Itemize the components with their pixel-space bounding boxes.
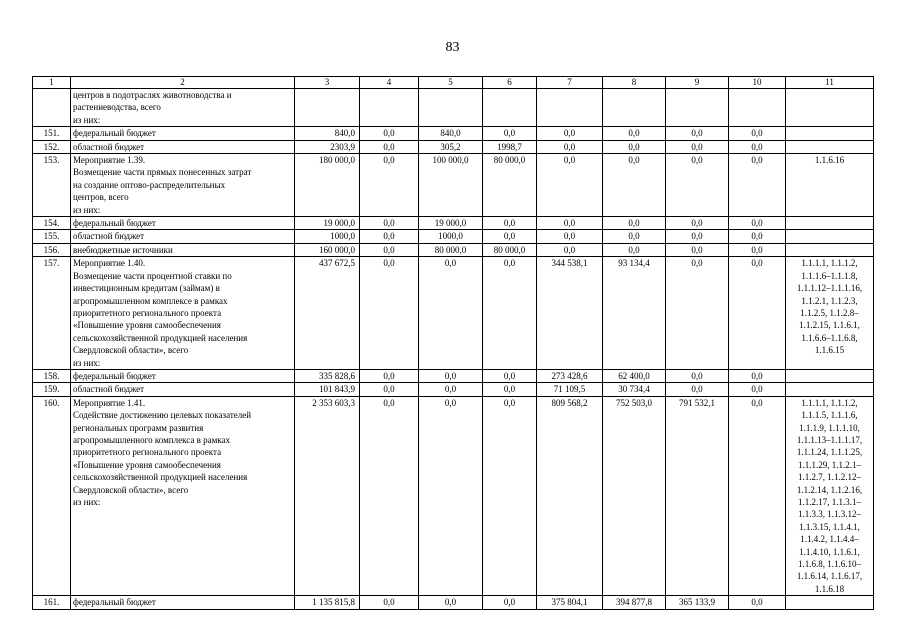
row-name: федеральный бюджет bbox=[71, 596, 295, 609]
value-col6: 0,0 bbox=[483, 596, 537, 609]
column-header: 8 bbox=[603, 77, 666, 89]
value-col3: 437 672,5 bbox=[295, 257, 360, 370]
value-col8: 0,0 bbox=[603, 243, 666, 256]
value-col5: 1000,0 bbox=[419, 230, 483, 243]
value-col3: 180 000,0 bbox=[295, 154, 360, 217]
target-codes bbox=[786, 140, 874, 153]
row-number: 157. bbox=[33, 257, 71, 370]
value-col10 bbox=[729, 89, 786, 127]
value-col7: 71 109,5 bbox=[537, 383, 603, 396]
table-row bbox=[33, 257, 874, 370]
target-codes bbox=[786, 217, 874, 230]
value-col8: 30 734,4 bbox=[603, 383, 666, 396]
value-col8: 752 503,0 bbox=[603, 396, 666, 596]
value-col7 bbox=[537, 89, 603, 127]
value-col5: 0,0 bbox=[419, 257, 483, 370]
value-col8: 0,0 bbox=[603, 154, 666, 217]
value-col4 bbox=[360, 89, 419, 127]
value-col4: 0,0 bbox=[360, 596, 419, 609]
table-row bbox=[33, 383, 874, 396]
value-col3: 335 828,6 bbox=[295, 369, 360, 382]
row-name: федеральный бюджет bbox=[71, 127, 295, 140]
value-col10: 0,0 bbox=[729, 217, 786, 230]
value-col8: 0,0 bbox=[603, 127, 666, 140]
row-name: областной бюджет bbox=[71, 140, 295, 153]
value-col6: 0,0 bbox=[483, 396, 537, 596]
column-header: 9 bbox=[666, 77, 729, 89]
value-col9: 365 133,9 bbox=[666, 596, 729, 609]
value-col3: 160 000,0 bbox=[295, 243, 360, 256]
row-name: Мероприятие 1.41. Содействие достижению целевых показателей региональных программ развития агропромышленного комплекса в рамках приоритетного регионального проекта «Повышение уровня самообеспечения сельскохозяйственной продукцией населения Свердловской области», всего из них: bbox=[71, 396, 295, 596]
column-header: 2 bbox=[71, 77, 295, 89]
row-number: 156. bbox=[33, 243, 71, 256]
target-codes bbox=[786, 89, 874, 127]
value-col4: 0,0 bbox=[360, 230, 419, 243]
row-name: внебюджетные источники bbox=[71, 243, 295, 256]
value-col7: 0,0 bbox=[537, 243, 603, 256]
value-col9: 0,0 bbox=[666, 243, 729, 256]
table-row bbox=[33, 89, 874, 127]
value-col7: 0,0 bbox=[537, 230, 603, 243]
value-col7: 375 804,1 bbox=[537, 596, 603, 609]
row-name: федеральный бюджет bbox=[71, 217, 295, 230]
value-col4: 0,0 bbox=[360, 383, 419, 396]
value-col5: 0,0 bbox=[419, 369, 483, 382]
value-col3: 2303,9 bbox=[295, 140, 360, 153]
value-col7: 0,0 bbox=[537, 140, 603, 153]
row-number: 155. bbox=[33, 230, 71, 243]
row-number: 160. bbox=[33, 396, 71, 596]
column-header: 5 bbox=[419, 77, 483, 89]
value-col9: 0,0 bbox=[666, 369, 729, 382]
value-col6: 0,0 bbox=[483, 230, 537, 243]
value-col6: 0,0 bbox=[483, 257, 537, 370]
value-col10: 0,0 bbox=[729, 243, 786, 256]
value-col4: 0,0 bbox=[360, 257, 419, 370]
value-col5: 305,2 bbox=[419, 140, 483, 153]
table-row bbox=[33, 230, 874, 243]
value-col3: 1000,0 bbox=[295, 230, 360, 243]
target-codes bbox=[786, 596, 874, 609]
table-row bbox=[33, 396, 874, 596]
value-col9: 0,0 bbox=[666, 140, 729, 153]
value-col10: 0,0 bbox=[729, 369, 786, 382]
value-col3: 1 135 815,8 bbox=[295, 596, 360, 609]
row-number: 153. bbox=[33, 154, 71, 217]
value-col9: 0,0 bbox=[666, 217, 729, 230]
value-col8: 62 400,0 bbox=[603, 369, 666, 382]
column-header: 4 bbox=[360, 77, 419, 89]
value-col7: 809 568,2 bbox=[537, 396, 603, 596]
value-col4: 0,0 bbox=[360, 217, 419, 230]
row-number: 161. bbox=[33, 596, 71, 609]
table-row bbox=[33, 369, 874, 382]
value-col5: 0,0 bbox=[419, 383, 483, 396]
value-col3: 101 843,9 bbox=[295, 383, 360, 396]
value-col6: 1998,7 bbox=[483, 140, 537, 153]
value-col7: 344 538,1 bbox=[537, 257, 603, 370]
value-col7: 273 428,6 bbox=[537, 369, 603, 382]
value-col4: 0,0 bbox=[360, 396, 419, 596]
value-col9: 791 532,1 bbox=[666, 396, 729, 596]
value-col8 bbox=[603, 89, 666, 127]
value-col9: 0,0 bbox=[666, 383, 729, 396]
row-number: 159. bbox=[33, 383, 71, 396]
value-col6: 0,0 bbox=[483, 369, 537, 382]
value-col4: 0,0 bbox=[360, 140, 419, 153]
row-number: 154. bbox=[33, 217, 71, 230]
value-col8: 0,0 bbox=[603, 217, 666, 230]
row-name: областной бюджет bbox=[71, 383, 295, 396]
value-col10: 0,0 bbox=[729, 396, 786, 596]
column-header: 7 bbox=[537, 77, 603, 89]
value-col8: 394 877,8 bbox=[603, 596, 666, 609]
value-col5: 0,0 bbox=[419, 396, 483, 596]
value-col10: 0,0 bbox=[729, 230, 786, 243]
row-name: Мероприятие 1.40. Возмещение части процентной ставки по инвестиционным кредитам (займам) в агропромышленном комплексе в рамках приоритетного регионального проекта «Повышение уровня самообеспечения сельскохозяйственной продукцией населения Свердловской области», всего из них: bbox=[71, 257, 295, 370]
value-col4: 0,0 bbox=[360, 154, 419, 217]
value-col9: 0,0 bbox=[666, 230, 729, 243]
table-row bbox=[33, 140, 874, 153]
column-header: 10 bbox=[729, 77, 786, 89]
value-col4: 0,0 bbox=[360, 243, 419, 256]
target-codes bbox=[786, 243, 874, 256]
value-col5: 80 000,0 bbox=[419, 243, 483, 256]
value-col7: 0,0 bbox=[537, 154, 603, 217]
target-codes: 1.1.1.1, 1.1.1.2, 1.1.1.6–1.1.1.8, 1.1.1.12–1.1.1.16, 1.1.2.1, 1.1.2.3, 1.1.2.5, 1.1.2.8– 1.1.2.15, 1.1.6.1, 1.1.6.6–1.1.6.8, 1.1.6.15 bbox=[786, 257, 874, 370]
value-col9: 0,0 bbox=[666, 127, 729, 140]
target-codes: 1.1.1.1, 1.1.1.2, 1.1.1.5, 1.1.1.6, 1.1.1.9, 1.1.1.10, 1.1.1.13–1.1.1.17, 1.1.1.24, 1.1.1.25, 1.1.1.29, 1.1.2.1– 1.1.2.7, 1.1.2.12– 1.1.2.14, 1.1.2.16, 1.1.2.17, 1.1.3.1– 1.1.3.3, 1.1.3.12– 1.1.3.15, 1.1.4.1, 1.1.4.2, 1.1.4.4– 1.1.4.10, 1.1.6.1, 1.1.6.8, 1.1.6.10– 1.1.6.14, 1.1.6.17, 1.1.6.18 bbox=[786, 396, 874, 596]
value-col3 bbox=[295, 89, 360, 127]
value-col4: 0,0 bbox=[360, 127, 419, 140]
value-col5: 19 000,0 bbox=[419, 217, 483, 230]
table-row bbox=[33, 217, 874, 230]
value-col10: 0,0 bbox=[729, 596, 786, 609]
target-codes bbox=[786, 383, 874, 396]
target-codes bbox=[786, 369, 874, 382]
value-col4: 0,0 bbox=[360, 369, 419, 382]
target-codes: 1.1.6.16 bbox=[786, 154, 874, 217]
value-col10: 0,0 bbox=[729, 140, 786, 153]
value-col5: 0,0 bbox=[419, 596, 483, 609]
value-col10: 0,0 bbox=[729, 257, 786, 370]
value-col3: 19 000,0 bbox=[295, 217, 360, 230]
value-col3: 2 353 603,3 bbox=[295, 396, 360, 596]
table-row bbox=[33, 596, 874, 609]
value-col9: 0,0 bbox=[666, 154, 729, 217]
row-number bbox=[33, 89, 71, 127]
row-name: центров в подотраслях животноводства и растениеводства, всего из них: bbox=[71, 89, 295, 127]
column-header: 3 bbox=[295, 77, 360, 89]
value-col6 bbox=[483, 89, 537, 127]
row-name: Мероприятие 1.39. Возмещение части прямых понесенных затрат на создание оптово-распределительных центров, всего из них: bbox=[71, 154, 295, 217]
value-col6: 80 000,0 bbox=[483, 243, 537, 256]
row-number: 151. bbox=[33, 127, 71, 140]
value-col8: 0,0 bbox=[603, 230, 666, 243]
value-col6: 0,0 bbox=[483, 383, 537, 396]
value-col9: 0,0 bbox=[666, 257, 729, 370]
row-number: 152. bbox=[33, 140, 71, 153]
row-name: федеральный бюджет bbox=[71, 369, 295, 382]
value-col8: 0,0 bbox=[603, 140, 666, 153]
value-col10: 0,0 bbox=[729, 383, 786, 396]
budget-table bbox=[32, 76, 874, 610]
row-name: областной бюджет bbox=[71, 230, 295, 243]
value-col6: 80 000,0 bbox=[483, 154, 537, 217]
value-col6: 0,0 bbox=[483, 127, 537, 140]
page-number: 83 bbox=[445, 40, 460, 55]
table-row bbox=[33, 154, 874, 217]
value-col7: 0,0 bbox=[537, 217, 603, 230]
value-col7: 0,0 bbox=[537, 127, 603, 140]
value-col9 bbox=[666, 89, 729, 127]
column-header: 11 bbox=[786, 77, 874, 89]
value-col3: 840,0 bbox=[295, 127, 360, 140]
value-col6: 0,0 bbox=[483, 217, 537, 230]
column-header: 1 bbox=[33, 77, 71, 89]
target-codes bbox=[786, 127, 874, 140]
value-col5 bbox=[419, 89, 483, 127]
table-row bbox=[33, 127, 874, 140]
value-col8: 93 134,4 bbox=[603, 257, 666, 370]
row-number: 158. bbox=[33, 369, 71, 382]
column-number-row bbox=[33, 77, 874, 89]
column-header: 6 bbox=[483, 77, 537, 89]
value-col10: 0,0 bbox=[729, 154, 786, 217]
table-row bbox=[33, 243, 874, 256]
value-col5: 100 000,0 bbox=[419, 154, 483, 217]
target-codes bbox=[786, 230, 874, 243]
value-col5: 840,0 bbox=[419, 127, 483, 140]
value-col10: 0,0 bbox=[729, 127, 786, 140]
